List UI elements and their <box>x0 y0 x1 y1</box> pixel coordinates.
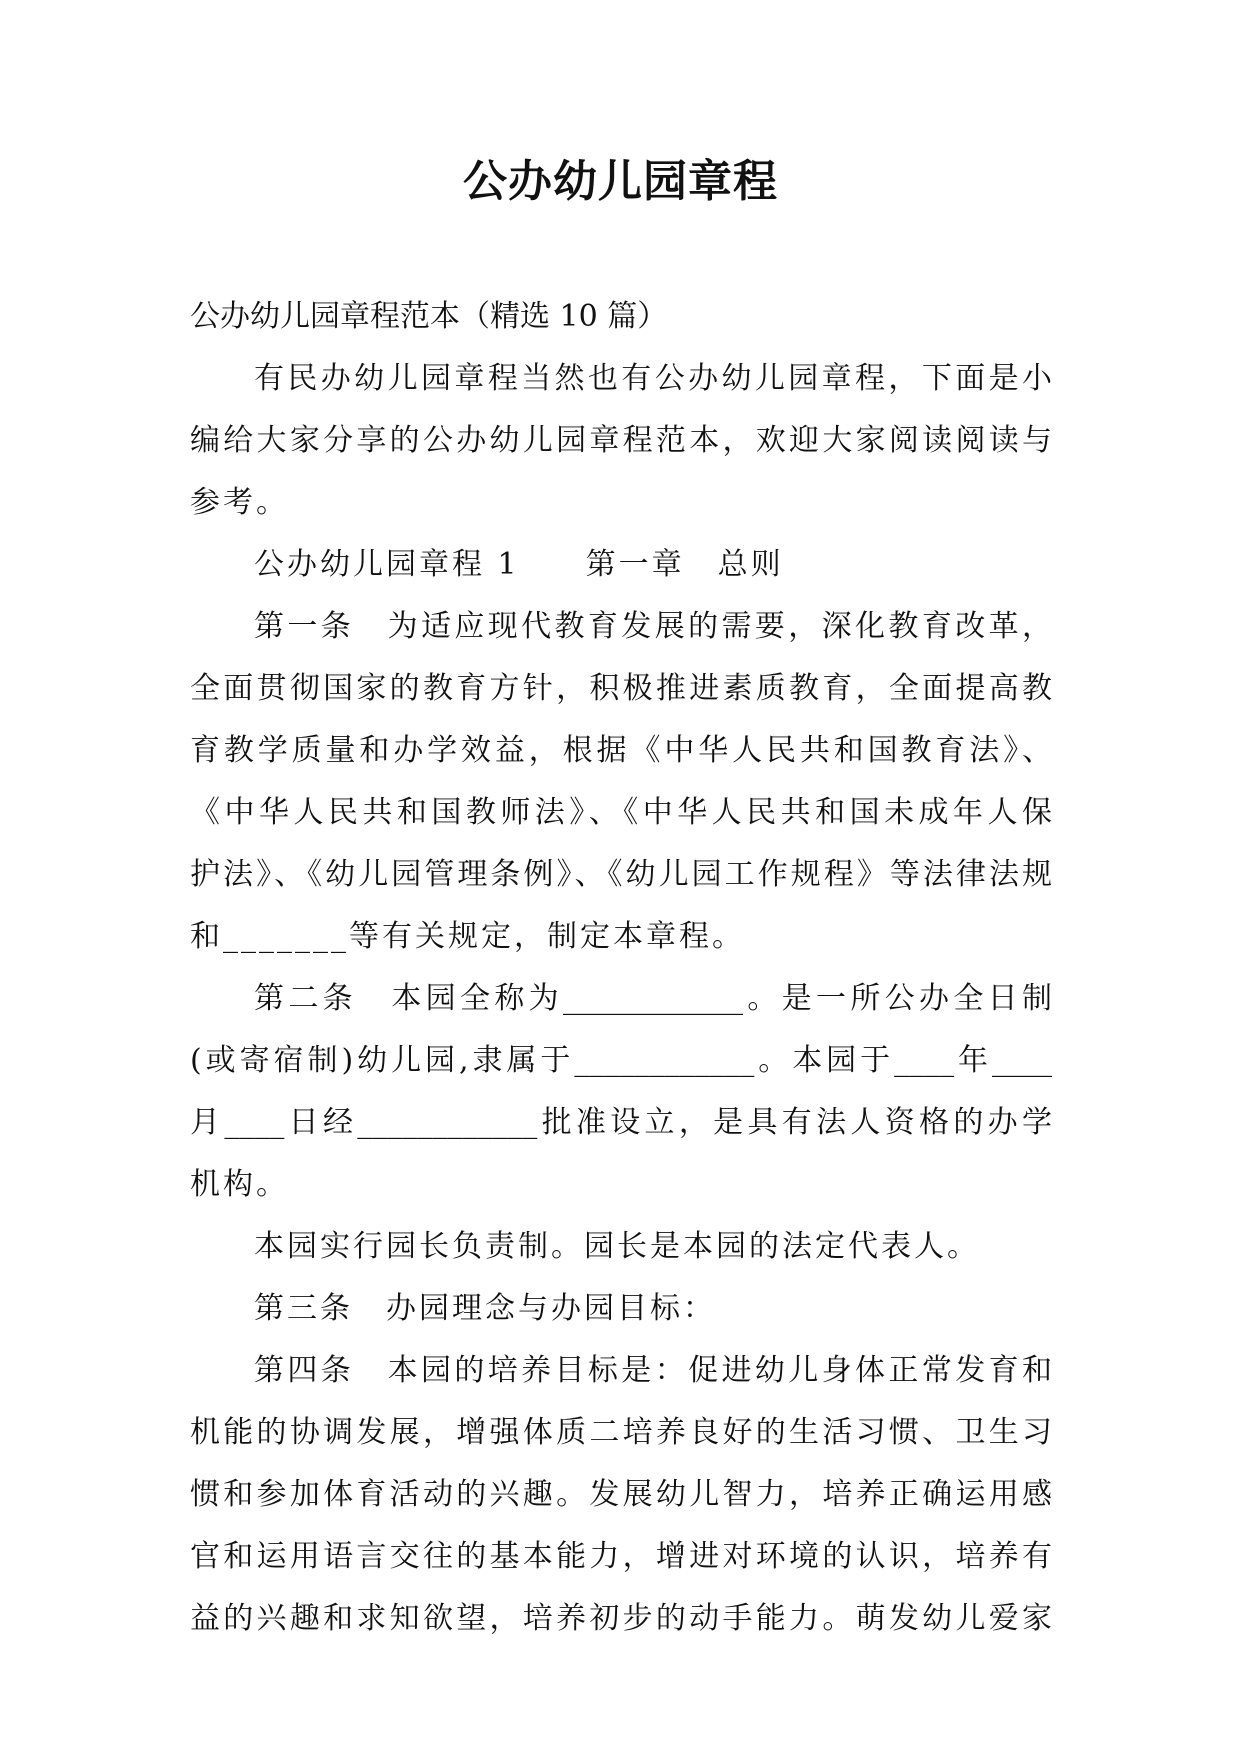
article-line: 第三条 办园理念与办园目标： <box>254 1291 716 1326</box>
document-title: 公办幼儿园章程 <box>463 156 778 207</box>
article-line: 第四条 本园的培养目标是：促进幼儿身体正常发育和 <box>254 1353 1052 1388</box>
article-line: 和_______等有关规定，制定本章程。 <box>190 919 745 954</box>
article-line: 全面贯彻国家的教育方针，积极推进素质教育，全面提高教 <box>190 671 1052 706</box>
article-line: 官和运用语言交往的基本能力，增进对环境的认识，培养有 <box>190 1539 1052 1574</box>
article-line: 益的兴趣和求知欲望，培养初步的动手能力。萌发幼儿爱家 <box>190 1601 1052 1636</box>
article-line: 《中华人民共和国教师法》、《中华人民共和国未成年人保 <box>190 795 1052 830</box>
article-line: 月____日经____________批准设立，是具有法人资格的办学 <box>190 1105 1052 1140</box>
article-line: 机构。 <box>190 1167 289 1202</box>
document-body <box>190 286 1052 1650</box>
paragraph-line: 参考。 <box>190 485 289 520</box>
article-line: 第一条 为适应现代教育发展的需要，深化教育改革， <box>254 609 1052 644</box>
article-line: 护法》、《幼儿园管理条例》、《幼儿园工作规程》等法律法规 <box>190 857 1052 892</box>
article-line: (或寄宿制)幼儿园,隶属于____________。本园于____年____ <box>190 1043 1052 1078</box>
paragraph-line: 有民办幼儿园章程当然也有公办幼儿园章程，下面是小 <box>254 361 1052 396</box>
chapter-heading-line: 公办幼儿园章程 1 第一章 总则 <box>254 547 784 582</box>
article-line: 育教学质量和办学效益，根据《中华人民共和国教育法》、 <box>190 733 1052 768</box>
article-line: 机能的协调发展，增强体质二培养良好的生活习惯、卫生习 <box>190 1415 1052 1450</box>
paragraph-line: 编给大家分享的公办幼儿园章程范本，欢迎大家阅读阅读与 <box>190 423 1052 458</box>
article-line: 第二条 本园全称为____________。是一所公办全日制 <box>254 981 1052 1016</box>
article-line: 惯和参加体育活动的兴趣。发展幼儿智力，培养正确运用感 <box>190 1477 1052 1512</box>
paragraph-line: 本园实行园长负责制。园长是本园的法定代表人。 <box>254 1229 980 1264</box>
subtitle-line: 公办幼儿园章程范本（精选 10 篇） <box>190 299 668 334</box>
